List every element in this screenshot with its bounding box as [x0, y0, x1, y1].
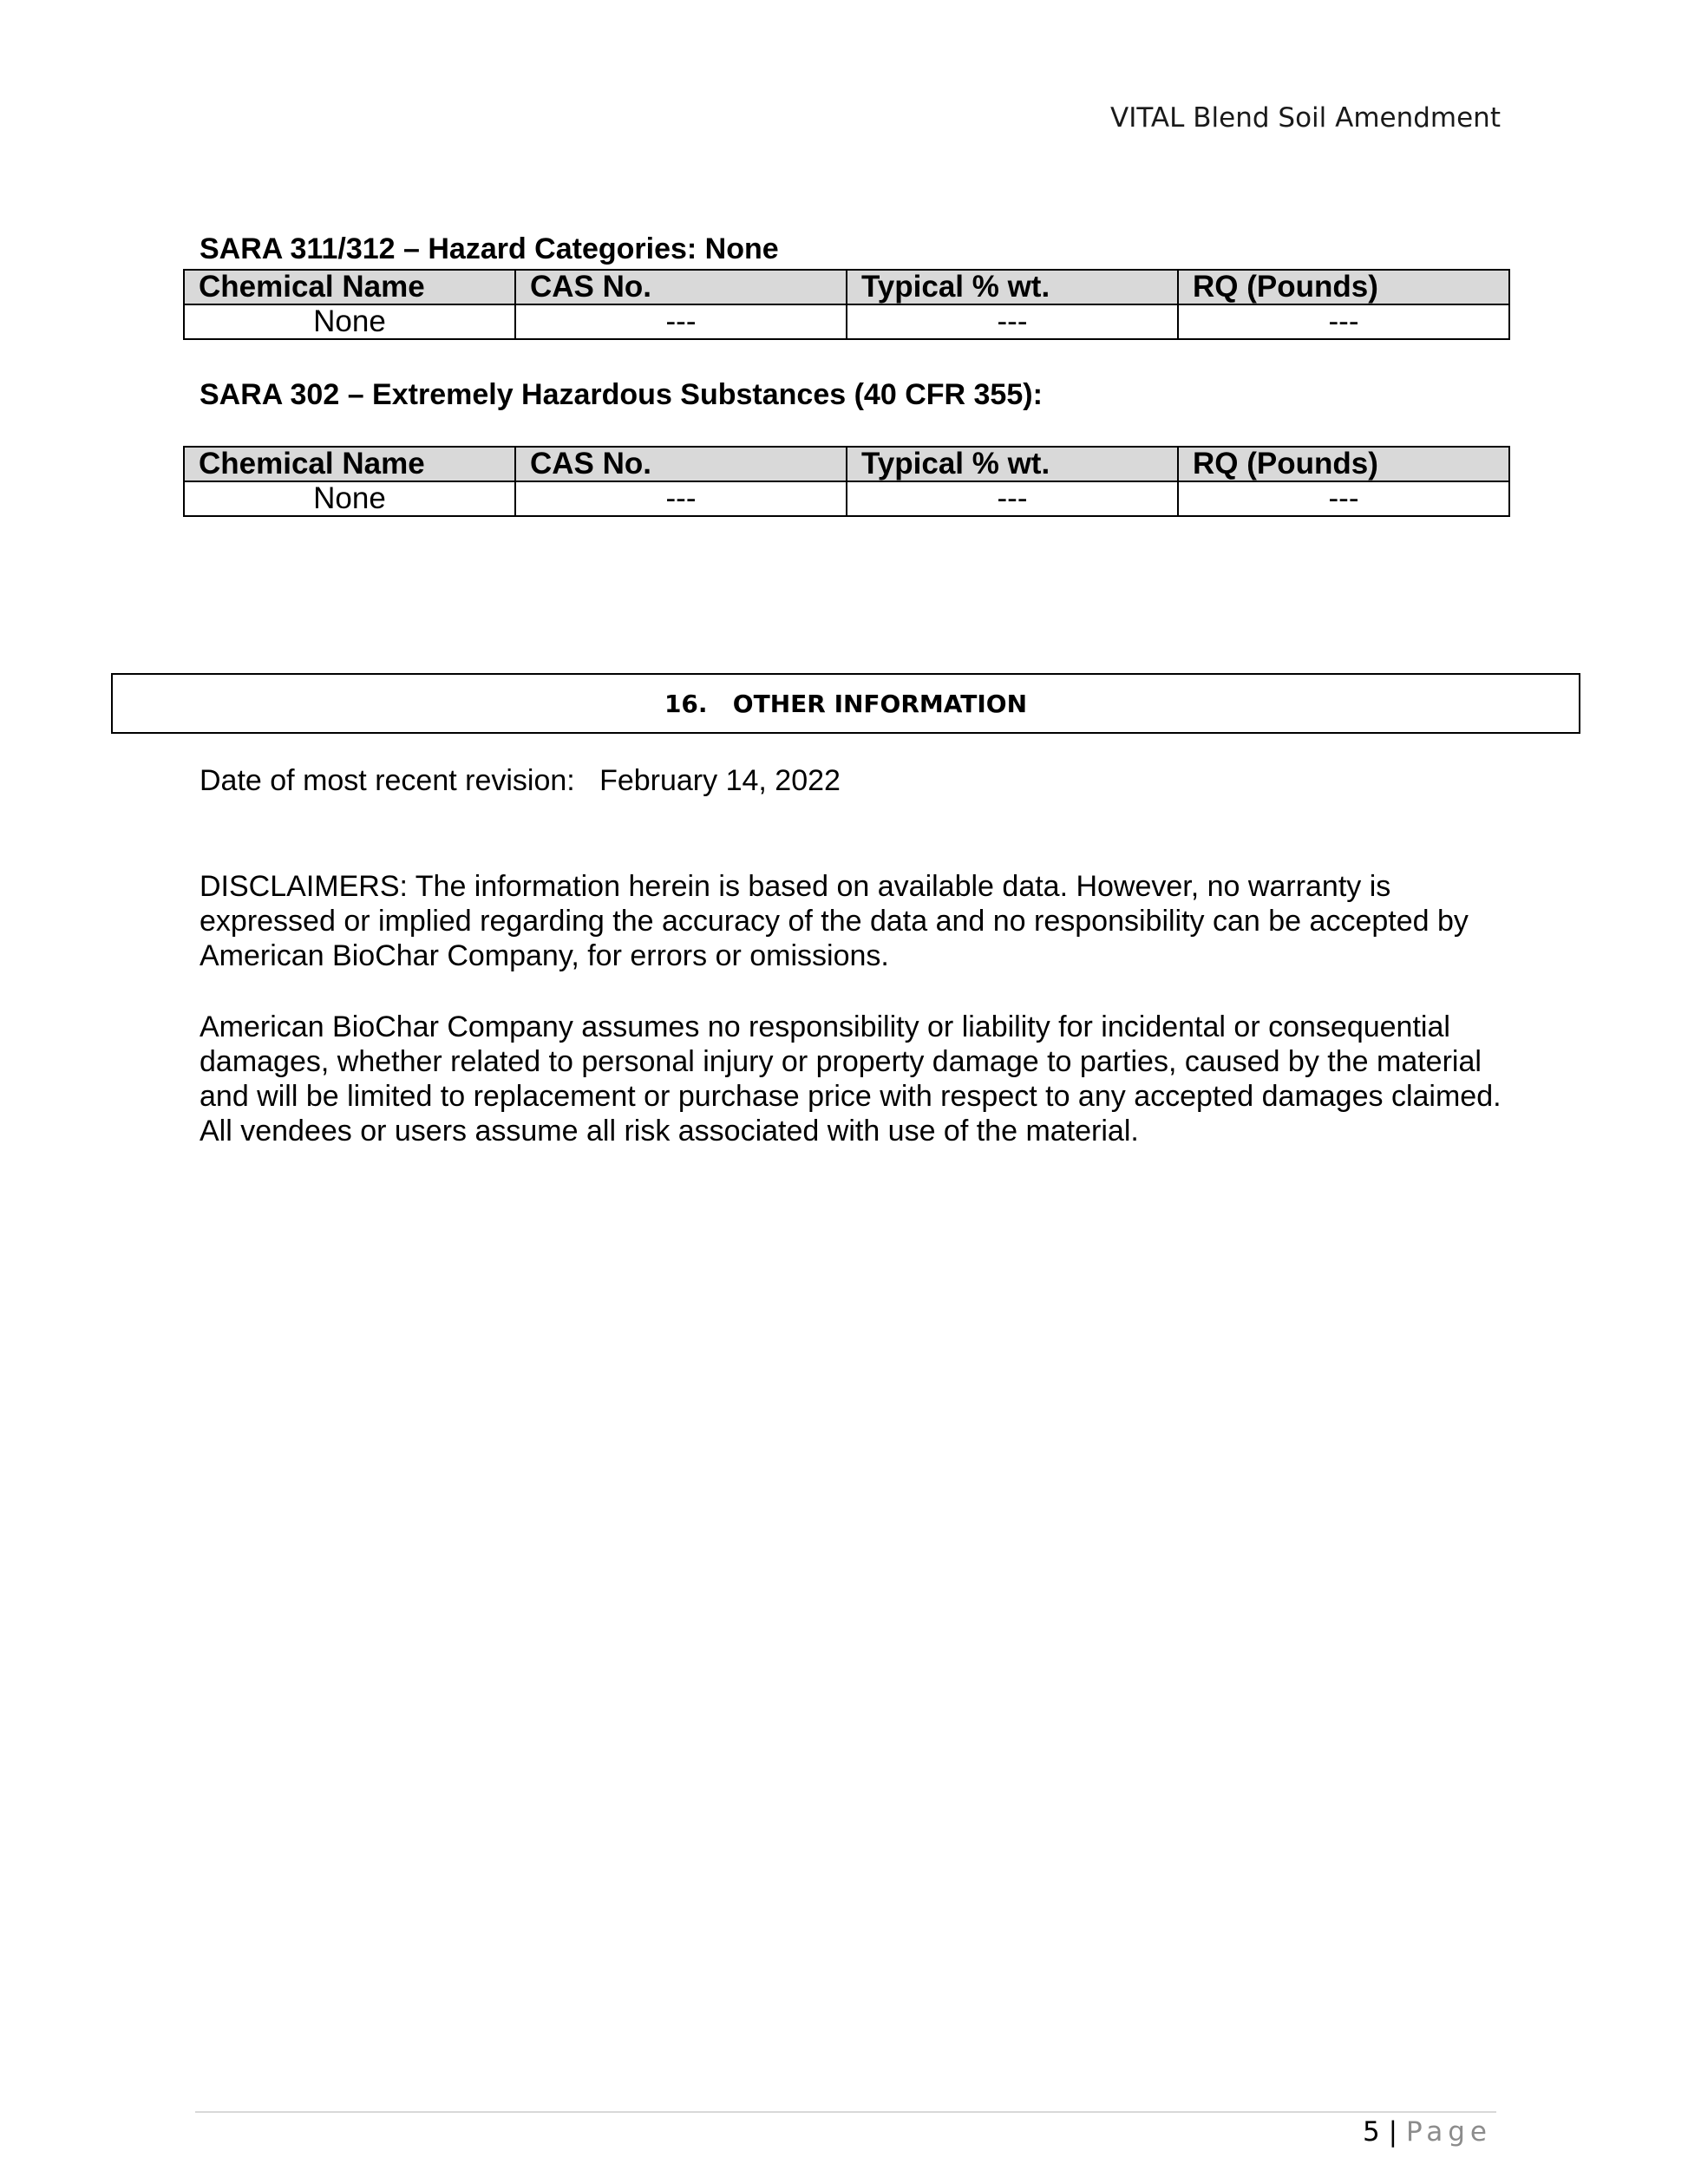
document-header: VITAL Blend Soil Amendment — [1110, 102, 1501, 134]
sara311-title: SARA 311/312 – Hazard Categories: None — [200, 232, 779, 265]
table-cell: --- — [515, 481, 847, 516]
sara302-table — [183, 446, 1510, 517]
table-cell: --- — [847, 304, 1178, 339]
table-row — [184, 304, 1509, 339]
table-cell: --- — [847, 481, 1178, 516]
column-header: Typical % wt. — [847, 270, 1178, 304]
table-cell: --- — [1178, 304, 1509, 339]
footer-divider — [195, 2111, 1496, 2113]
column-header: Chemical Name — [184, 270, 515, 304]
column-header: RQ (Pounds) — [1178, 270, 1509, 304]
column-header: RQ (Pounds) — [1178, 447, 1509, 481]
page-number: 5 — [1363, 2116, 1380, 2148]
sara302-title: SARA 302 – Extremely Hazardous Substances (40 CFR 355): — [200, 378, 1043, 411]
sara311-table — [183, 269, 1510, 340]
revision-date: Date of most recent revision: February 14, 2022 — [200, 764, 841, 797]
column-header: Typical % wt. — [847, 447, 1178, 481]
table-header-row — [184, 447, 1509, 481]
disclaimer-paragraph-2: American BioChar Company assumes no responsibility or liability for incidental or consequential damages, whether related to personal injury or property damage to parties, caused by the material and will be limited to replacement or purchase price with respect to any accepted damages claimed. All vendees or users assume all risk associated with use of the material. — [200, 1010, 1502, 1148]
column-header: CAS No. — [515, 270, 847, 304]
section-16-heading-text: 16. OTHER INFORMATION — [664, 689, 1028, 718]
column-header: CAS No. — [515, 447, 847, 481]
disclaimer-paragraph-1: DISCLAIMERS: The information herein is based on available data. However, no warranty is expressed or implied regarding the accuracy of the data and no responsibility can be accepted by American BioChar Company, for errors or omissions. — [200, 870, 1469, 972]
table-cell: None — [184, 481, 515, 516]
table-cell: None — [184, 304, 515, 339]
section-16-heading — [111, 673, 1580, 734]
table-cell: --- — [1178, 481, 1509, 516]
page-word: Page — [1405, 2116, 1492, 2148]
table-header-row — [184, 270, 1509, 304]
page-separator: | — [1388, 2116, 1398, 2148]
column-header: Chemical Name — [184, 447, 515, 481]
table-cell: --- — [515, 304, 847, 339]
table-row — [184, 481, 1509, 516]
page-footer — [1214, 2116, 1492, 2148]
